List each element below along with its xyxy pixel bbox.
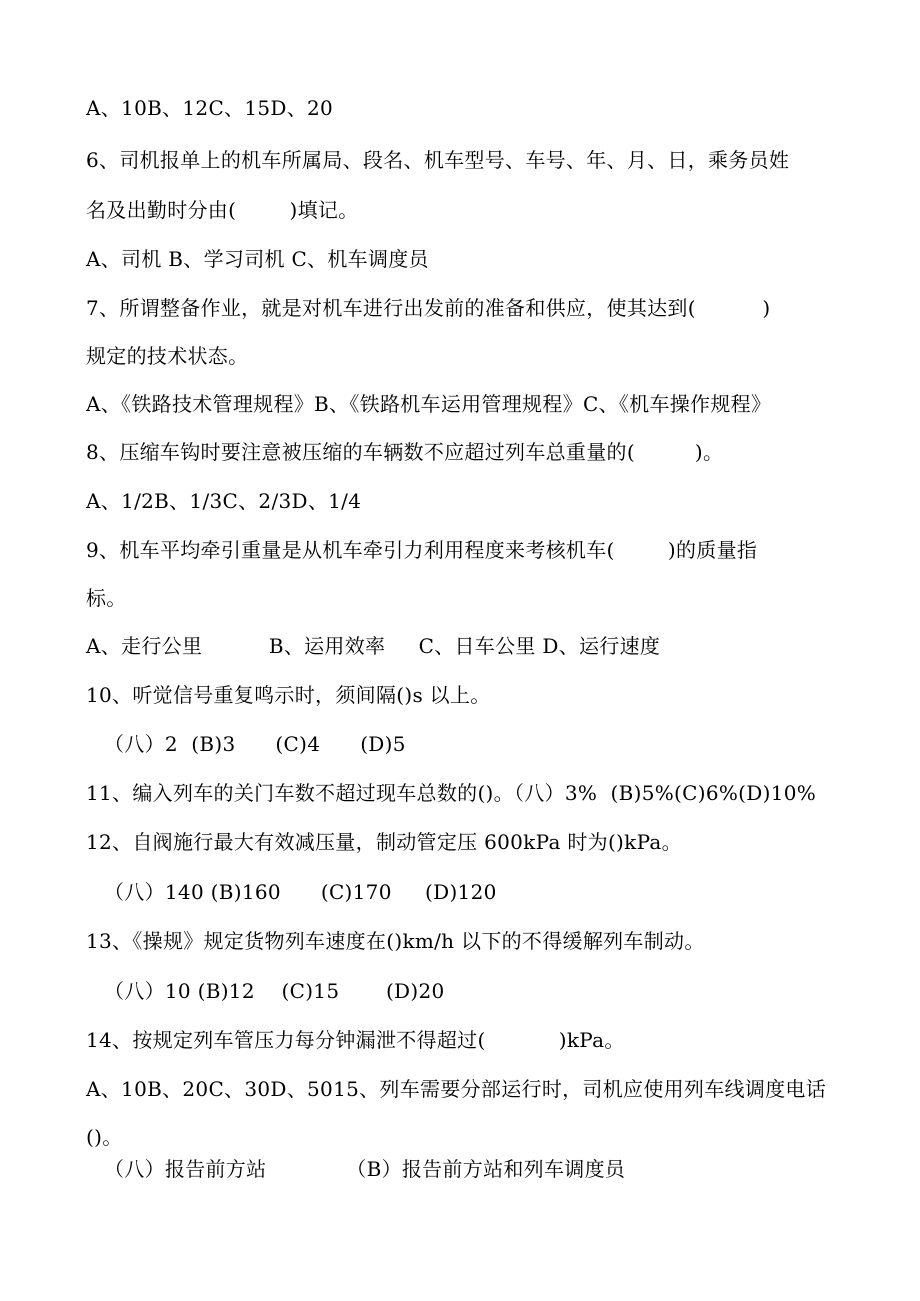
q10-options: （八）2 (B)3 (C)4 (D)5	[104, 732, 406, 756]
q6-options: A、司机 B、学习司机 C、机车调度员	[86, 247, 429, 271]
q13-options: （八）10 (B)12 (C)15 (D)20	[104, 979, 445, 1003]
q6-text-line1: 6、司机报单上的机车所属局、段名、机车型号、车号、年、月、日，乘务员姓	[86, 148, 790, 172]
q7-text-line1: 7、所谓整备作业，就是对机车进行出发前的准备和供应，使其达到( )	[86, 296, 771, 320]
q15-text-line2: ()。	[86, 1125, 123, 1149]
q6-text-line2: 名及出勤时分由( )填记。	[86, 198, 359, 222]
q12-options: （八）140 (B)160 (C)170 (D)120	[104, 880, 497, 904]
q9-text-line1: 9、机车平均牵引重量是从机车牵引力利用程度来考核机车( )的质量指	[86, 538, 758, 562]
q12-text: 12、自阀施行最大有效减压量，制动管定压 600kPa 时为()kPa。	[86, 830, 682, 854]
q15-options: （八）报告前方站 （B）报告前方站和列车调度员	[104, 1157, 626, 1181]
q14-text: 14、按规定列车管压力每分钟漏泄不得超过( )kPa。	[86, 1028, 625, 1052]
q13-text: 13、《操规》规定货物列车速度在()km/h 以下的不得缓解列车制动。	[86, 929, 705, 953]
q14-options-q15-text: A、10B、20C、30D、5015、列车需要分部运行时，司机应使用列车线调度电话	[86, 1077, 827, 1101]
q5-options: A、10B、12C、15D、20	[86, 96, 334, 120]
q7-text-line2: 规定的技术状态。	[86, 344, 249, 368]
q8-options: A、1/2B、1/3C、2/3D、1/4	[86, 489, 362, 513]
q9-options: A、走行公里 B、运用效率 C、日车公里 D、运行速度	[86, 634, 661, 658]
q11-text: 11、编入列车的关门车数不超过现车总数的()。（八）3% (B)5%(C)6%(D)10%	[86, 781, 817, 805]
q10-text: 10、听觉信号重复鸣示时，须间隔()s 以上。	[86, 683, 491, 707]
q9-text-line2: 标。	[86, 586, 127, 610]
q8-text: 8、压缩车钩时要注意被压缩的车辆数不应超过列车总重量的( )。	[86, 440, 724, 464]
q7-options: A、《铁路技术管理规程》B、《铁路机车运用管理规程》C、《机车操作规程》	[86, 392, 772, 416]
